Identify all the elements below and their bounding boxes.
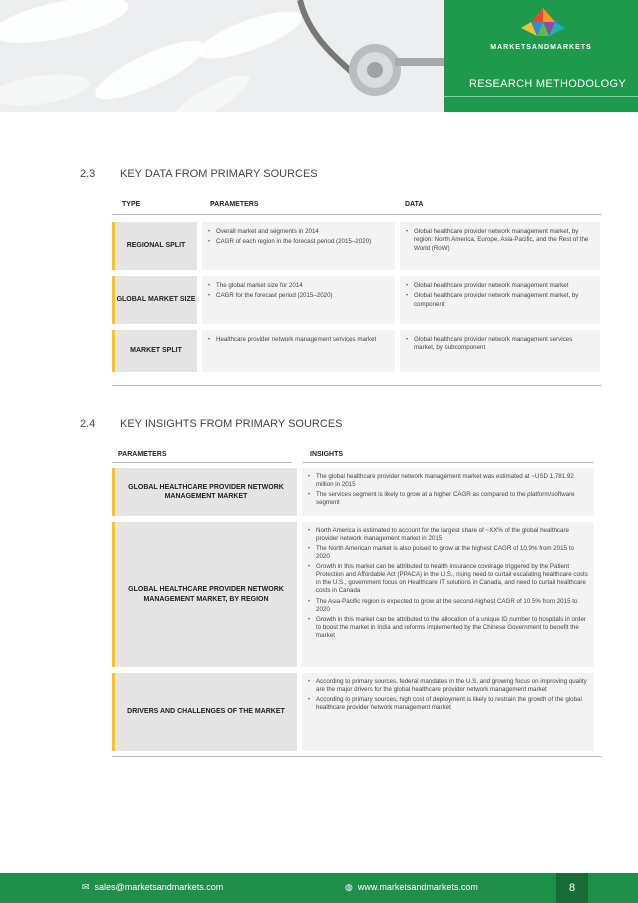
col-parameters-header: PARAMETERS — [210, 201, 259, 208]
col-type-header: TYPE — [122, 201, 141, 208]
col-data-header: DATA — [405, 201, 424, 208]
list-item: • The North American market is also poised to grow at the highest CAGR of 10.9% from 2015 to 2020 — [308, 545, 588, 561]
list-item: • Healthcare provider network management services market — [208, 336, 389, 344]
row-parameters — [202, 276, 395, 324]
header-divider — [302, 462, 594, 463]
list-item: • The services segment is likely to grow at a higher CAGR as compared to the platform/software segment — [308, 491, 588, 507]
brand-panel — [444, 0, 638, 112]
row-insights — [302, 468, 594, 516]
table-row — [112, 330, 612, 372]
list-item: • North America is estimated to account for the largest share of ~XX% of the global healthcare provider network management market in 2015 — [308, 527, 588, 543]
page-number: 8 — [556, 873, 588, 903]
section-number: 2.4 — [80, 418, 96, 430]
footer-website-text: www.marketsandmarkets.com — [357, 882, 478, 892]
section-title: RESEARCH METHODOLOGY — [469, 78, 626, 90]
list-item: • Global healthcare provider network management market, by region: North America, Europe, Asia-Pacific, and the Rest of the World (RoW) — [406, 228, 594, 253]
globe-icon: ◍ — [345, 882, 353, 892]
footer-website[interactable] — [345, 882, 478, 893]
col-parameters-header: PARAMETERS — [118, 451, 167, 458]
list-item: • According to primary sources, high cost of deployment is likely to restrain the growth of the global healthcare provider network management market — [308, 696, 588, 712]
row-insights — [302, 522, 594, 667]
list-item: • The global market size for 2014 — [208, 282, 389, 290]
row-parameter: DRIVERS AND CHALLENGES OF THE MARKET — [112, 673, 297, 751]
table-row — [112, 468, 612, 516]
section-heading-2-3 — [80, 168, 318, 180]
section-heading-2-4 — [80, 418, 343, 430]
brand-logo-icon — [517, 6, 569, 40]
row-insights — [302, 673, 594, 751]
mail-icon: ✉ — [82, 882, 90, 892]
row-parameters — [202, 330, 395, 372]
footer-bar — [0, 873, 638, 903]
key-data-table — [112, 196, 612, 386]
footer-email[interactable] — [82, 882, 223, 893]
table-header — [112, 196, 612, 214]
stethoscope-pills-photo — [0, 0, 444, 112]
col-insights-header: INSIGHTS — [310, 451, 344, 458]
table-row — [112, 276, 612, 324]
list-item: • Global healthcare provider network management services market, by subcomponent — [406, 336, 594, 353]
header-divider — [112, 214, 602, 215]
row-parameters — [202, 222, 395, 270]
row-data — [400, 330, 600, 372]
section-title-text: KEY INSIGHTS FROM PRIMARY SOURCES — [120, 418, 343, 430]
footer-email-text: sales@marketsandmarkets.com — [94, 882, 224, 892]
list-item: • The global healthcare provider network management market was estimated at ~USD 1,781.92 million in 2015 — [308, 473, 588, 489]
table-bottom-rule — [112, 385, 602, 386]
brand-name: MARKETSANDMARKETS — [490, 44, 592, 51]
list-item: • Global healthcare provider network management market — [406, 282, 594, 290]
list-item: • According to primary sources, federal mandates in the U.S. and growing focus on improving quality are the major drivers for the global healthcare provider network management market — [308, 678, 588, 694]
section-title-text: KEY DATA FROM PRIMARY SOURCES — [120, 168, 318, 180]
row-data — [400, 276, 600, 324]
row-type: GLOBAL MARKET SIZE — [112, 276, 197, 324]
header-divider — [112, 462, 292, 463]
brand-divider — [444, 96, 638, 97]
row-data — [400, 222, 600, 270]
list-item: • Growth in this market can be attributed to the allocation of a unique ID number to hospitals in order to boost the market in India and reforms implemented by the Chinese Government to benefit the market — [308, 616, 588, 640]
list-item: • The Asia-Pacific region is expected to grow at the second-highest CAGR of 10.5% from 2015 to 2020 — [308, 598, 588, 614]
list-item: • Growth in this market can be attributed to health insurance coverage triggered by the Patient Protection and Affordable Act (PPACA) in the U.S., rising need to curtail escalating healthcare costs in the U.S., government focus on Healthcare IT solutions in Canada, and need to curtail healthcare costs in Canada — [308, 563, 588, 595]
table-bottom-rule — [112, 756, 602, 757]
row-parameter: GLOBAL HEALTHCARE PROVIDER NETWORK MANAGEMENT MARKET — [112, 468, 297, 516]
row-type: REGIONAL SPLIT — [112, 222, 197, 270]
row-type: MARKET SPLIT — [112, 330, 197, 372]
header-banner — [0, 0, 638, 112]
key-insights-table — [112, 446, 612, 758]
list-item: • CAGR for the forecast period (2015–2020) — [208, 292, 389, 300]
table-row — [112, 222, 612, 270]
list-item: • Global healthcare provider network management market, by component — [406, 292, 594, 309]
row-parameter: GLOBAL HEALTHCARE PROVIDER NETWORK MANAGEMENT MARKET, BY REGION — [112, 522, 297, 667]
list-item: • Overall market and segments in 2014 — [208, 228, 389, 236]
table-row — [112, 522, 612, 667]
section-number: 2.3 — [80, 168, 96, 180]
list-item: • CAGR of each region in the forecast period (2015–2020) — [208, 238, 389, 246]
table-row — [112, 673, 612, 751]
